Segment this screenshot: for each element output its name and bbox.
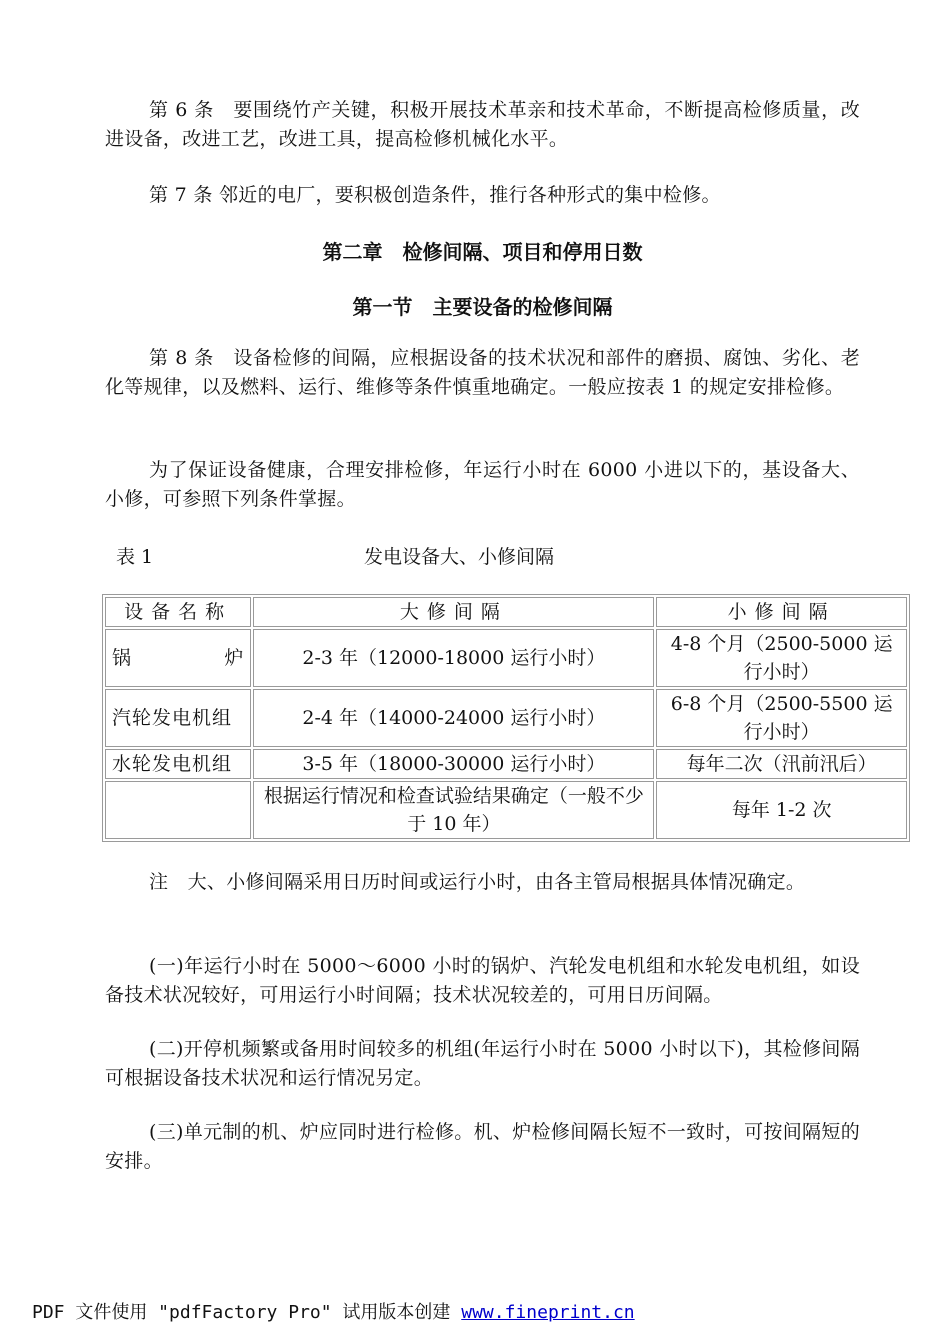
- article-7-paragraph: 第 7 条 邻近的电厂，要积极创造条件，推行各种形式的集中检修。: [149, 184, 721, 206]
- table-row: [105, 629, 907, 687]
- chapter-heading: 第二章 检修间隔、项目和停用日数: [322, 240, 643, 264]
- minor-interval-cell: 4-8 个月（2500-5000 运行小时）: [656, 629, 907, 687]
- major-interval-cell: 2-4 年（14000-24000 运行小时）: [253, 689, 654, 747]
- footer-text: PDF 文件使用 "pdfFactory Pro" 试用版本创建: [32, 1302, 462, 1323]
- item-3-paragraph: (三)单元制的机、炉应同时进行检修。机、炉检修间隔长短不一致时，可按间隔短的安排。: [105, 1121, 860, 1172]
- header-major-overhaul-interval: 大修间隔: [253, 597, 654, 627]
- equipment-name-cell: 汽轮发电机组: [105, 689, 251, 747]
- major-interval-cell: 根据运行情况和检查试验结果确定（一般不少于 10 年）: [253, 781, 654, 839]
- table-row: [105, 689, 907, 747]
- table-row: [105, 781, 907, 839]
- header-equipment-name: 设备名称: [105, 597, 251, 627]
- overhaul-interval-table: [102, 594, 910, 842]
- equipment-name-cell: 水轮发电机组: [105, 749, 251, 779]
- table-label: 表 1: [116, 546, 154, 568]
- minor-interval-cell: 每年 1-2 次: [656, 781, 907, 839]
- item-2-paragraph: (二)开停机频繁或备用时间较多的机组(年运行小时在 5000 小时以下)，其检修间隔可根据设备技术状况和运行情况另定。: [105, 1038, 860, 1089]
- pdf-footer: [32, 1298, 635, 1324]
- equipment-name-cell: 锅炉: [105, 629, 251, 687]
- equipment-name-cell: [105, 781, 251, 839]
- table-row: [105, 749, 907, 779]
- header-minor-overhaul-interval: 小修间隔: [656, 597, 907, 627]
- section-heading: 第一节 主要设备的检修间隔: [352, 295, 613, 319]
- item-1-paragraph: (一)年运行小时在 5000～6000 小时的锅炉、汽轮发电机组和水轮发电机组，如设备技术状况较好，可用运行小时间隔；技术状况较差的，可用日历间隔。: [105, 955, 860, 1006]
- table-header-row: [105, 597, 907, 627]
- article-8-paragraph: 第 8 条 设备检修的间隔，应根据设备的技术状况和部件的磨损、腐蚀、劣化、老化等规律，以及燃料、运行、维修等条件慎重地确定。一般应按表 1 的规定安排检修。: [105, 347, 860, 398]
- article-6-paragraph: 第 6 条 要围绕竹产关键，积极开展技术革亲和技术革命，不断提高检修质量，改进设备，改进工艺，改进工具，提高检修机械化水平。: [105, 99, 860, 150]
- minor-interval-cell: 6-8 个月（2500-5500 运行小时）: [656, 689, 907, 747]
- table-note-paragraph: 注 大、小修间隔采用日历时间或运行小时，由各主管局根据具体情况确定。: [149, 871, 806, 893]
- major-interval-cell: 2-3 年（12000-18000 运行小时）: [253, 629, 654, 687]
- minor-interval-cell: 每年二次（汛前汛后）: [656, 749, 907, 779]
- health-paragraph: 为了保证设备健康，合理安排检修，年运行小时在 6000 小进以下的，基设备大、小修，可参照下列条件掌握。: [105, 459, 860, 510]
- major-interval-cell: 3-5 年（18000-30000 运行小时）: [253, 749, 654, 779]
- fineprint-link[interactable]: www.fineprint.cn: [461, 1302, 635, 1323]
- table-title: 发电设备大、小修间隔: [364, 546, 555, 568]
